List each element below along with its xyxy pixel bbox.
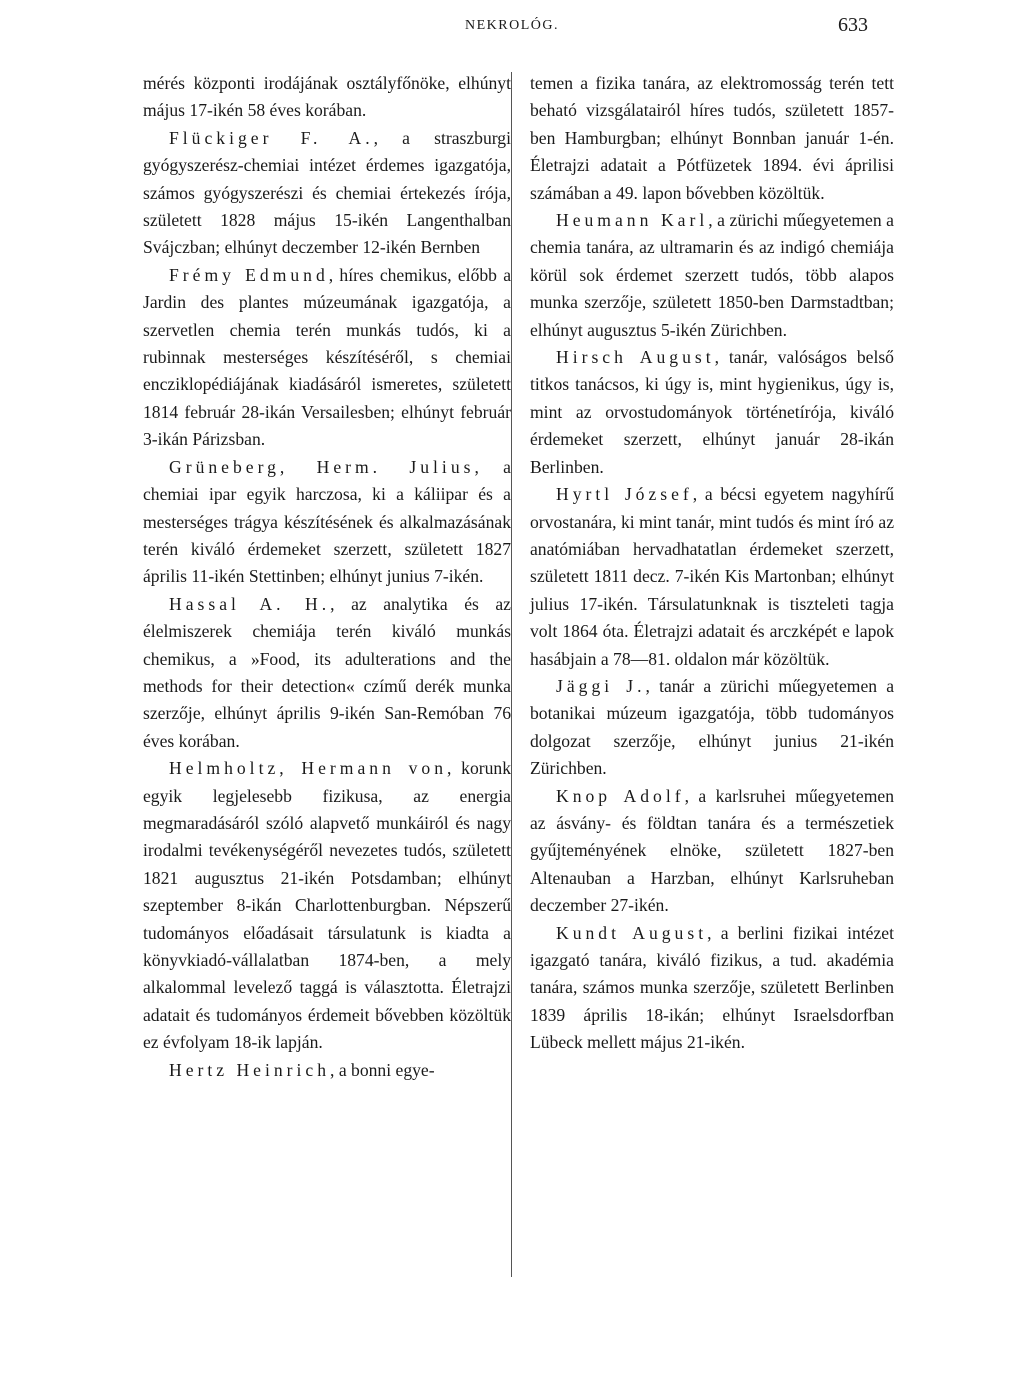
entry-text: , a bonni egye- — [330, 1059, 435, 1080]
entry-name: Flückiger F. A. — [169, 127, 374, 148]
entry-paragraph — [143, 454, 511, 591]
entry-paragraph — [530, 920, 894, 1057]
entry-paragraph — [143, 262, 511, 454]
entry-paragraph — [143, 125, 511, 262]
entry-name: Heumann Karl — [556, 210, 709, 231]
entry-name: Kundt August — [556, 922, 708, 943]
running-header: NEKROLÓG. — [465, 18, 559, 33]
entry-name: Hertz Heinrich — [169, 1059, 331, 1080]
entry-paragraph — [530, 783, 894, 920]
entry-name: Frémy Edmund — [169, 264, 329, 285]
entry-name: Hirsch August — [556, 347, 715, 368]
entry-name: Hyrtl József — [556, 484, 693, 505]
entry-text: temen a fizika tanára, az elektromosság terén tett beható vizsgálatairól híres tudós, született 1857-ben Hamburgban; elhúnyt Bonnban január 1-én. Életrajzi adatait a Pótfüzetek 1894. évi áprilisi számában a 49. lapon bővebben közöltük. — [530, 73, 894, 203]
entry-paragraph — [143, 1057, 511, 1084]
entry-text: , a zürichi műegyetemen a chemia tanára, az ultramarin és az indigó chemiája körül sok érdemet szerzett tudós, több alapos munka szerzője, született 1850-ben Darmstadtban; elhúnyt augusztus 5-ikén Zürichben. — [530, 210, 894, 340]
column-divider — [511, 72, 512, 1277]
entry-paragraph — [143, 755, 511, 1056]
entry-text: , a berlini fizikai intézet igazgató tanára, kiváló fizikus, a tud. akadémia tanára, számos munka szerzője, született Berlinben 1839 április 18-ikán; elhúnyt Israelsdorfban Lübeck mellett május 21-ikén. — [530, 922, 894, 1053]
entry-text: , a bécsi egyetem nagyhírű orvostanára, ki mint tanár, mint tudós és mint író az anatómiában hervadhatatlan érdemeket szerzett, született 1811 decz. 7-ikén Kis Martonban; elhúnyt julius 17-ikén. Társulatunknak is tiszteleti tagja volt 1864 óta. Életrajzi adatait és arczképét e lapok hasábjain a 78—81. oldalon már közöltük. — [530, 484, 894, 669]
entry-paragraph — [530, 673, 894, 783]
entry-text: , az analytika és az élelmiszerek chemiája terén kiváló munkás chemikus, a »Food, its adulterations and the methods for their detection« czímű derék munka szerzője, elhúnyt április 9-ikén San-Remóban 76 éves korában. — [143, 593, 511, 751]
entry-name: Helmholtz, Hermann von — [169, 758, 448, 779]
entry-text: mérés központi irodájának osztályfőnöke, elhúnyt május 17-ikén 58 éves korában. — [143, 73, 511, 121]
entry-text: , tanár a zürichi műegyetemen a botanikai múzeum igazgatója, több tudományos dolgozat szerzője, elhúnyt junius 21-ikén Zürichben. — [530, 675, 895, 779]
left-column — [143, 70, 511, 1084]
entry-paragraph — [530, 481, 894, 673]
entry-text: , híres chemikus, előbb a Jardin des plantes múzeumának igazgatója, a szervetlen chemia terén munkás tudós, ki a rubinnak mesterséges készítéséről, s chemiai encziklopédiájának kiadásáról ismeretes, született 1814 február 28-ikán Versailesben; elhúnyt február 3-ikán Párizsban. — [143, 264, 511, 450]
entry-text: , a straszburgi gyógyszerész-chemiai intézet érdemes igazgatója, számos gyógyszerészi és chemiai értekezés írója, született 1828 május 15-ikén Langenthalban Svájczban; elhúnyt deczember 12-ikén Bernben — [143, 127, 511, 258]
entry-text: , tanár, valóságos belső titkos tanácsos, ki úgy is, mint hygienikus, úgy is, mint az orvostudományok történetírója, kiváló érdemeket szerzett, elhúnyt január 28-ikán Berlinben. — [530, 347, 894, 477]
entry-paragraph — [530, 70, 894, 207]
entry-paragraph — [143, 70, 511, 125]
entry-text: , a chemiai ipar egyik harczosa, ki a káliipar és a mesterséges trágya készítésének és alkalmazásának terén kiváló érdemeket szerzett, született 1827 április 11-ikén Stettinben; elhúnyt junius 7-ikén. — [143, 456, 511, 587]
entry-name: Grüneberg, Herm. Julius — [169, 456, 475, 477]
entry-text: , a karlsruhei műegyetemen az ásvány- és földtan tanára és a természetiek gyűjteményének elnöke, született 1827-ben Altenauban a Harzban, elhúnyt Karlsruheban deczember 27-ikén. — [530, 785, 894, 916]
entry-name: Hassal A. H. — [169, 593, 331, 614]
entry-paragraph — [143, 591, 511, 755]
right-column — [530, 70, 894, 1057]
entry-paragraph — [530, 207, 894, 344]
entry-text: , korunk egyik legjelesebb fizikusa, az energia megmaradásáról szóló alapvető munkáiról és nagy irodalmi tevékenységéről nevezetes tudós, született 1821 augusztus 21-ikén Potsdamban; elhúnyt szeptember 8-ikán Charlottenburgban. Népszerű tudományos előadásait társulatunk is kiadta a könyvkiadó-vállalatban 1874-ben, a mely alkalommal levelező taggá is választotta. Életrajzi adatait és tudományos érdemeit bővebben közöltük ez évfolyam 18-ik lapján. — [143, 758, 511, 1053]
entry-paragraph — [530, 344, 894, 481]
entry-name: Jäggi J. — [556, 675, 646, 696]
entry-name: Knop Adolf — [556, 785, 685, 806]
page-number: 633 — [838, 14, 868, 36]
